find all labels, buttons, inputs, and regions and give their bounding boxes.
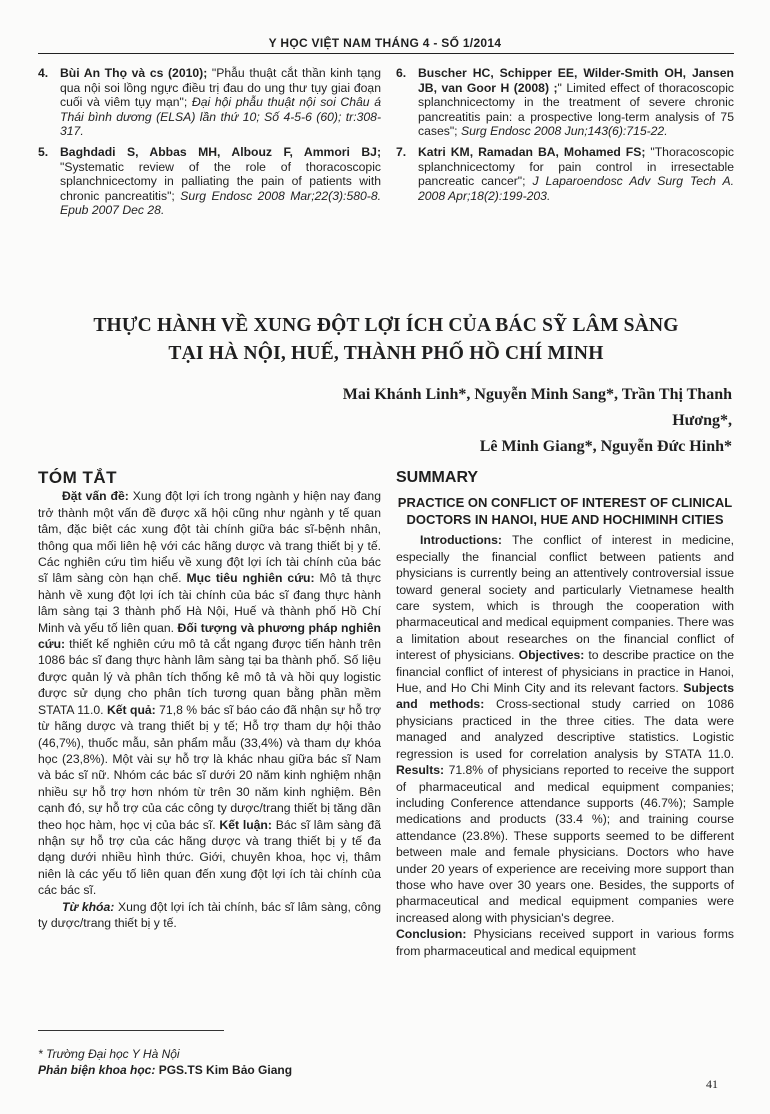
reference-source: Surg Endosc 2008 Mar;22(3):580-8. Epub 2007 Dec 28.: [60, 188, 381, 218]
reviewer-name: PGS.TS Kim Bảo Giang: [155, 1063, 293, 1077]
author-line-1: Mai Khánh Linh*, Nguyễn Minh Sang*, Trần Thị Thanh Hương*,: [342, 386, 732, 429]
article-title-line-1: THỰC HÀNH VỀ XUNG ĐỘT LỢI ÍCH CỦA BÁC SỸ LÂM SÀNG: [93, 315, 679, 336]
header-rule: [38, 53, 734, 54]
summary-paragraph: [396, 532, 734, 926]
label-tu-khoa: Từ khóa:: [62, 899, 115, 914]
reference-title: " Limited effect of thoracoscopic splanchnicectomy in the treatment of severe chronic pancreatitis pain: a prospective long-term analysis of 75 cases";: [418, 80, 735, 139]
text-doi-tuong: thiết kế nghiên cứu mô tả cắt ngang được tiến hành trên 1086 bác sĩ đang thực hành lâm sàng tại ba thành phố. Số liệu được quản lý và phân tích thống kê mô tả và hồi quy logistic được sử dụng cho phân tích tương quan bằng phần mềm STATA 11.0.: [38, 637, 381, 717]
text-subjects: Cross-sectional study carried on 1086 physicians practiced in the three cities. The data were managed and analyzed descriptive statistics. Logistic regression is used for correlation analysis by STATA 11.0.: [396, 697, 735, 761]
reference-authors: Katri KM, Ramadan BA, Mohamed FS;: [418, 144, 646, 159]
text-ket-luan: Bác sĩ lâm sàng đã nhận sự hỗ trợ của các hãng dược và trang thiết bị y tế đa dạng dưới nhiều hình thức. Giới, chuyên khoa, học vị, thâm niên là các yếu tố liên quan đến xung đột lợi ích tài chính của các bác sĩ.: [38, 817, 381, 898]
reference-item: [38, 145, 381, 218]
label-introductions: Introductions:: [420, 533, 502, 548]
abstract-heading: TÓM TẮT: [38, 468, 118, 487]
reviewer-label: Phản biện khoa học:: [38, 1063, 156, 1077]
references-left: [38, 66, 381, 224]
reference-number: 5.: [38, 144, 49, 159]
reference-number: 7.: [396, 144, 407, 159]
footnote-rule: [38, 1030, 224, 1031]
text-muc-tieu: Mô tả thực hành về xung đột lợi ích tài chính của bác sĩ đang thực hành lâm sàng tại 3 thành phố Hà Nội, Huế và thành phố Hồ Chí Minh và yếu tố liên quan.: [38, 571, 382, 635]
text-conclusion: Physicians received support in various forms from pharmaceutical and medical equipment: [396, 927, 734, 958]
article-title-line-2: TẠI HÀ NỘI, HUẾ, THÀNH PHỐ HỒ CHÍ MINH: [168, 343, 604, 364]
reference-source: J Laparoendosc Adv Surg Tech A. 2008 Apr;18(2):199-203.: [418, 174, 734, 203]
reference-item: [396, 66, 734, 139]
reference-authors: Buscher HC, Schipper EE, Wilder-Smith OH, Jansen JB, van Goor H (2008) ;: [418, 66, 734, 95]
reference-authors: Bùi An Thọ và cs (2010);: [60, 66, 208, 80]
label-objectives: Objectives:: [514, 648, 585, 663]
article-title: [38, 312, 734, 368]
reference-authors: Baghdadi S, Abbas MH, Albouz F, Ammori BJ;: [60, 144, 381, 159]
footnote: [38, 1046, 381, 1078]
reference-source: Surg Endosc 2008 Jun;143(6):715-22.: [457, 124, 668, 139]
summary-heading: SUMMARY: [396, 469, 479, 486]
text-objectives: to describe practice on the financial conflict of interest of physicians in practice in Hanoi, Hue, and Ho Chi Minh City and its relevant factors.: [396, 648, 734, 696]
text-results: 71.8% of physicians reported to receive the support of pharmaceutical and medical equipment companies; including Conference attendance supports (46.7%); Sample medications and products (33.4 %); and training course attendance (23.8%). These supports seemed to be different between male and female physicians. Doctors who have under 20 years of experience are receiving more support than those who have over 30 years one. Besides, the supports of pharmaceutical and medical equipment companies were increased along with physician's degree.: [396, 763, 734, 925]
reference-title: "Thoracoscopic splanchnicectomy for pain control in irresectable pancreatic cancer";: [418, 144, 734, 189]
reference-title: "Systematic review of the role of thoracoscopic splanchnicectomy in palliating the pain of patients with chronic pancreatitis";: [60, 159, 381, 203]
affiliation-note: * Trường Đại học Y Hà Nội: [38, 1047, 180, 1061]
reference-title: "Phẫu thuật cắt thần kinh tạng qua nội soi lồng ngực điều trị đau do ung thư tụy giai đoạn cuối và viêm tụy mạn";: [60, 66, 381, 110]
conclusion-paragraph: [396, 926, 734, 959]
summary-title: PRACTICE ON CONFLICT OF INTEREST OF CLINICAL DOCTORS IN HANOI, HUE AND HOCHIMINH CITIES: [397, 495, 733, 528]
reference-source: Đại hội phẫu thuật nội soi Châu á Thái bình dương (ELSA) lần thứ 10; Số 4-5-6 (60); tr:308-317.: [60, 95, 381, 139]
label-dat-van-de: Đặt vấn đề:: [62, 489, 129, 504]
journal-header: Y HỌC VIỆT NAM THÁNG 4 - SỐ 1/2014: [268, 36, 502, 50]
vietnamese-abstract: [38, 470, 381, 931]
page-number: 41: [706, 1077, 718, 1091]
text-ket-qua: 71,8 % bác sĩ báo cáo đã nhận sự hỗ trợ từ hãng dược và trang thiết bị y tế; Hỗ trợ tham dự hội thảo (46,7%), thuốc mẫu, sản phẩm mẫu (33,4%) và tham dự khóa học (23,8%). Một vài sự hỗ trợ là khác nhau giữa bác sĩ Nam và bác sĩ nữ. Nhóm các bác sĩ dưới 20 năm kinh nghiệm nhận nhiều sự hỗ trợ hơn nhóm từ trên 30 năm kinh nghiệm. Bên cạnh đó, sự hỗ trợ của các công ty dược/trang thiết bị tăng dần theo học hàm, học vị của bác sĩ.: [38, 702, 381, 832]
references-right: [396, 66, 734, 209]
author-line-2: Lê Minh Giang*, Nguyễn Đức Hinh*: [479, 438, 732, 455]
label-doi-tuong: Đối tượng và phương pháp nghiên cứu:: [38, 620, 381, 652]
label-muc-tieu: Mục tiêu nghiên cứu:: [181, 571, 315, 586]
text-introductions: The conflict of interest in medicine, especially the financial conflict between patients and physicians is currently being an attentively controversial issue toward general society and particularly Vietnamese health care system, which is through the cooperation with pharmaceutical and medical equipment companies. There was a limitation about researches on the financial conflict of interest of physicians.: [396, 533, 734, 663]
reference-item: [396, 145, 734, 203]
abstract-paragraph: [38, 488, 381, 898]
keywords-paragraph: [38, 899, 381, 932]
reference-item: [38, 66, 381, 139]
english-summary: [396, 470, 734, 959]
label-ket-luan: Kết luận:: [215, 817, 272, 832]
reference-number: 4.: [38, 66, 49, 80]
author-list: [300, 382, 732, 460]
text-tu-khoa: Xung đột lợi ích tài chính, bác sĩ lâm sàng, công ty dược/trang thiết bị y tế.: [38, 899, 381, 930]
reviewer-note: [38, 1062, 381, 1078]
reference-number: 6.: [396, 66, 407, 80]
text-dat-van-de: Xung đột lợi ích trong ngành y hiện nay đang trở thành một vấn đề được xã hội cũng như ngành y tế quan tâm, đặc biệt các xung đột tài chính giữa bác sĩ-bệnh nhân, thông qua mối liên hệ với các hãng dược và trang thiết bị y tế. Các nghiên cứu tìm hiểu về xung đột lợi ích tài chính của bác sĩ lâm sàng còn hạn chế.: [38, 489, 381, 586]
label-results: Results:: [396, 763, 445, 778]
label-conclusion: Conclusion:: [396, 927, 467, 942]
label-ket-qua: Kết quả:: [103, 702, 156, 717]
label-subjects: Subjects and methods:: [396, 681, 734, 712]
